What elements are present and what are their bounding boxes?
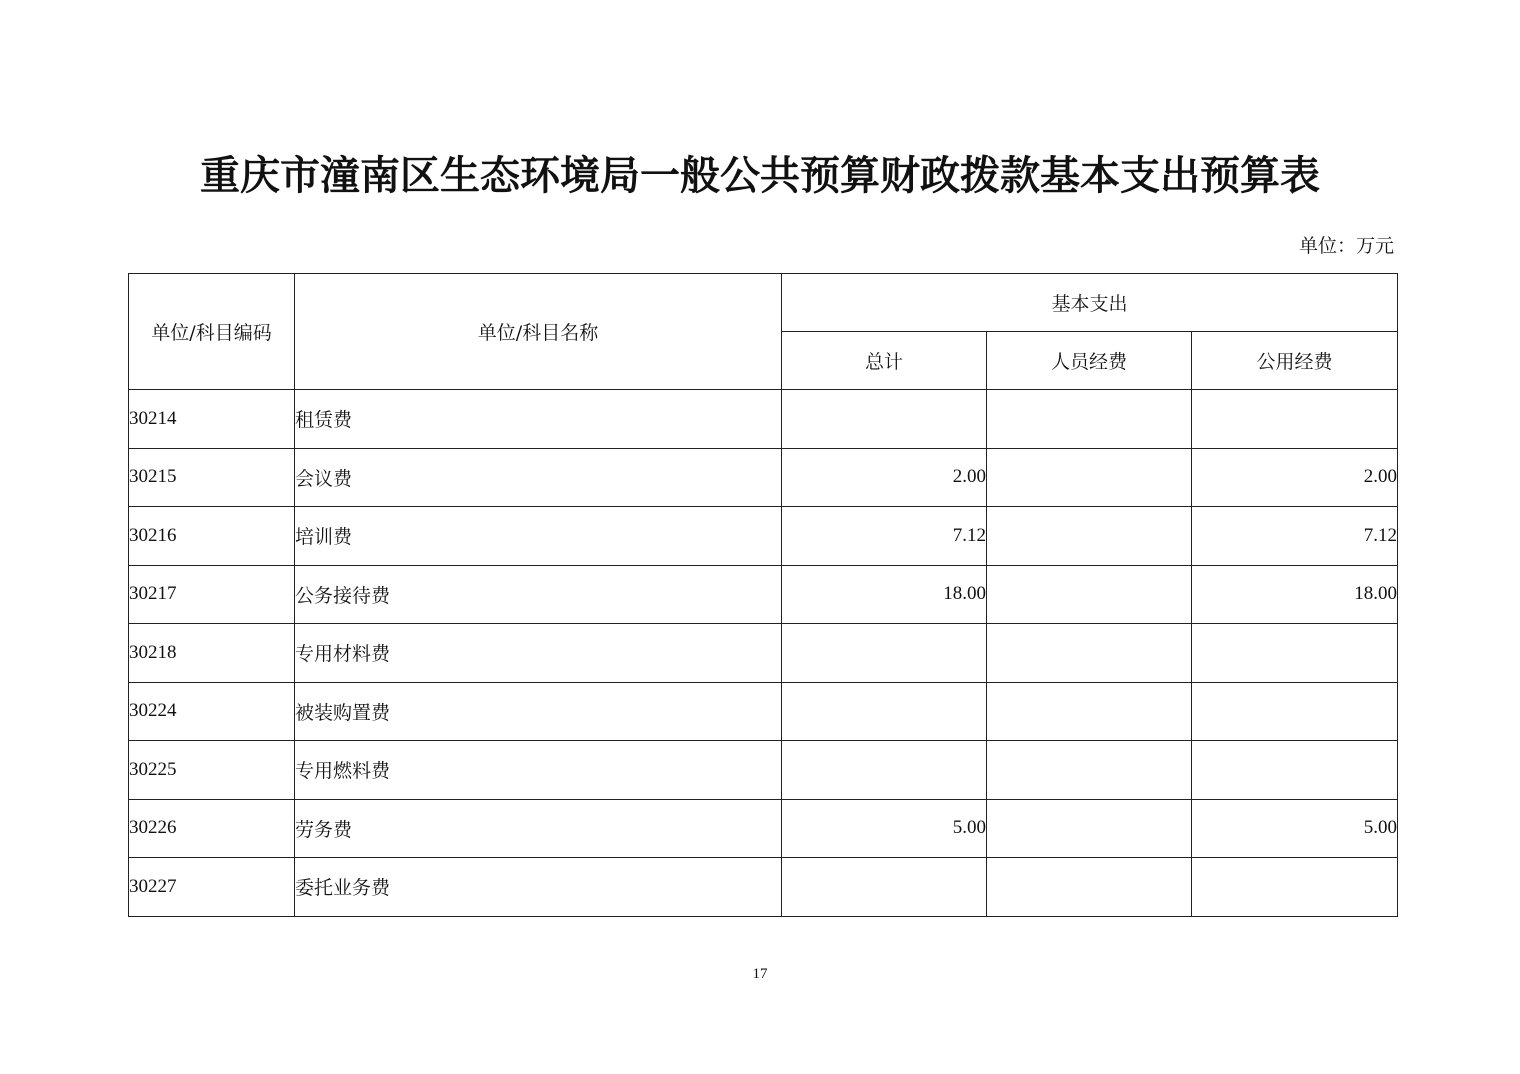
table-row bbox=[129, 390, 1398, 449]
cell-public: 18.00 bbox=[1192, 565, 1398, 624]
cell-code: 30216 bbox=[129, 507, 295, 566]
cell-personnel bbox=[987, 565, 1192, 624]
cell-public bbox=[1192, 741, 1398, 800]
cell-total bbox=[782, 390, 987, 449]
header-public: 公用经费 bbox=[1192, 332, 1398, 390]
cell-public: 2.00 bbox=[1192, 448, 1398, 507]
table-row bbox=[129, 682, 1398, 741]
cell-code: 30227 bbox=[129, 858, 295, 917]
cell-total bbox=[782, 624, 987, 683]
cell-total bbox=[782, 858, 987, 917]
cell-name: 培训费 bbox=[295, 507, 782, 566]
header-basic-expenditure: 基本支出 bbox=[782, 274, 1398, 332]
header-code: 单位/科目编码 bbox=[129, 274, 295, 390]
cell-total bbox=[782, 741, 987, 800]
cell-personnel bbox=[987, 741, 1192, 800]
cell-name: 被装购置费 bbox=[295, 682, 782, 741]
cell-personnel bbox=[987, 682, 1192, 741]
cell-total: 7.12 bbox=[782, 507, 987, 566]
table-row bbox=[129, 799, 1398, 858]
table-header-row bbox=[129, 274, 1398, 332]
cell-name: 公务接待费 bbox=[295, 565, 782, 624]
table-row bbox=[129, 565, 1398, 624]
cell-personnel bbox=[987, 799, 1192, 858]
cell-public: 7.12 bbox=[1192, 507, 1398, 566]
header-name: 单位/科目名称 bbox=[295, 274, 782, 390]
cell-code: 30224 bbox=[129, 682, 295, 741]
cell-code: 30215 bbox=[129, 448, 295, 507]
cell-total: 5.00 bbox=[782, 799, 987, 858]
cell-total bbox=[782, 682, 987, 741]
cell-public: 5.00 bbox=[1192, 799, 1398, 858]
cell-name: 劳务费 bbox=[295, 799, 782, 858]
cell-code: 30218 bbox=[129, 624, 295, 683]
cell-code: 30217 bbox=[129, 565, 295, 624]
cell-total: 2.00 bbox=[782, 448, 987, 507]
cell-public bbox=[1192, 390, 1398, 449]
cell-code: 30214 bbox=[129, 390, 295, 449]
cell-personnel bbox=[987, 858, 1192, 917]
cell-name: 委托业务费 bbox=[295, 858, 782, 917]
table-row bbox=[129, 448, 1398, 507]
table-row bbox=[129, 858, 1398, 917]
page-title: 重庆市潼南区生态环境局一般公共预算财政拨款基本支出预算表 bbox=[200, 152, 1320, 199]
cell-personnel bbox=[987, 448, 1192, 507]
budget-table bbox=[128, 273, 1398, 917]
header-total: 总计 bbox=[782, 332, 987, 390]
cell-name: 专用燃料费 bbox=[295, 741, 782, 800]
cell-total: 18.00 bbox=[782, 565, 987, 624]
table-row bbox=[129, 507, 1398, 566]
cell-name: 专用材料费 bbox=[295, 624, 782, 683]
header-personnel: 人员经费 bbox=[987, 332, 1192, 390]
unit-label: 单位：万元 bbox=[1298, 235, 1394, 257]
cell-public bbox=[1192, 624, 1398, 683]
cell-code: 30225 bbox=[129, 741, 295, 800]
cell-name: 会议费 bbox=[295, 448, 782, 507]
cell-code: 30226 bbox=[129, 799, 295, 858]
cell-personnel bbox=[987, 507, 1192, 566]
cell-public bbox=[1192, 682, 1398, 741]
cell-personnel bbox=[987, 390, 1192, 449]
cell-personnel bbox=[987, 624, 1192, 683]
cell-public bbox=[1192, 858, 1398, 917]
table-row bbox=[129, 624, 1398, 683]
page-number: 17 bbox=[752, 966, 768, 982]
table-row bbox=[129, 741, 1398, 800]
cell-name: 租赁费 bbox=[295, 390, 782, 449]
